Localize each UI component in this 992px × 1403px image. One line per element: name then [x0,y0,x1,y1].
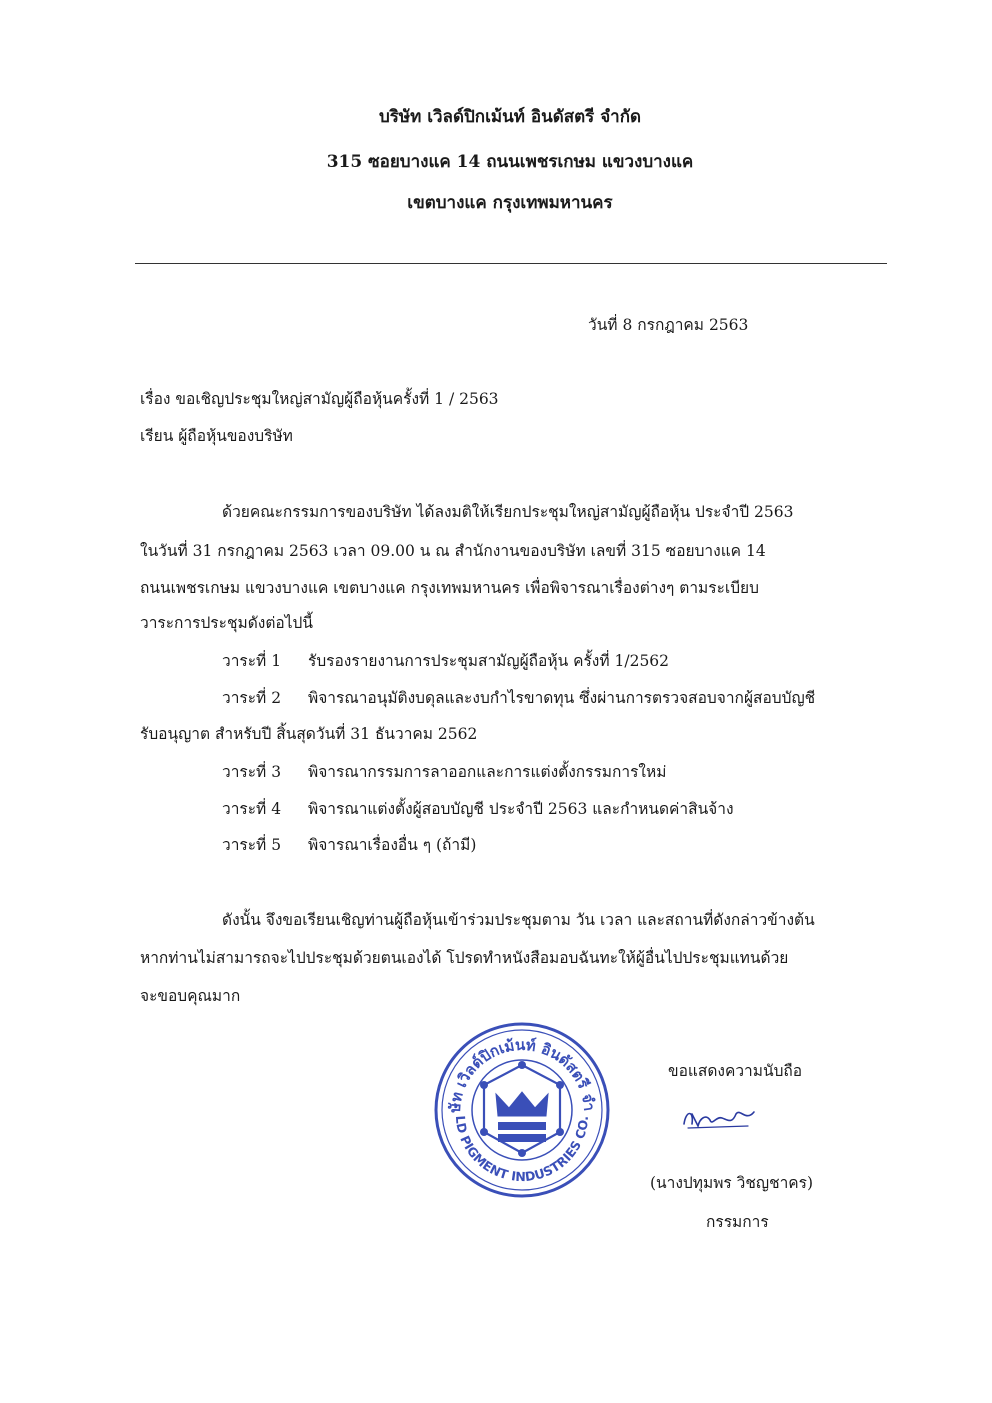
seal-logo [480,1061,564,1157]
company-name: บริษัท เวิลด์ปิกเม้นท์ อินดัสตรี จำกัด [378,107,642,127]
letter-recipient: เรียน ผู้ถือหุ้นของบริษัท [140,427,293,445]
intro-line-2: ในวันที่ 31 กรกฎาคม 2563 เวลา 09.00 น ณ สำนักงานของบริษัท เลขที่ 315 ซอยบางแค 14 [140,542,766,560]
signatory-name: (นางปทุมพร วิชญชาคร) [650,1174,814,1192]
handwritten-signature [676,1096,766,1136]
company-address-line1: 315 ซอยบางแค 14 ถนนเพชรเกษม แขวงบางแค [326,152,694,172]
agenda-5-number: วาระที่ 5 [222,836,282,854]
agenda-2-text: พิจารณาอนุมัติงบดุลและงบกำไรขาดทุน ซึ่งผ่านการตรวจสอบจากผู้สอบบัญชี [308,689,816,707]
agenda-1-number: วาระที่ 1 [222,652,282,670]
closing-line-1: ดังนั้น จึงขอเรียนเชิญท่านผู้ถือหุ้นเข้าร่วมประชุมตาม วัน เวลา และสถานที่ดังกล่าวข้างต้น [222,911,815,929]
company-seal [432,1020,612,1200]
agenda-4-text: พิจารณาแต่งตั้งผู้สอบบัญชี ประจำปี 2563 และกำหนดค่าสินจ้าง [308,800,734,818]
agenda-4-number: วาระที่ 4 [222,800,282,818]
handwritten-signature-graphic [676,1096,766,1136]
seal-thai-text: ษัท เวิลด์ปิกเม้นท์ อินดัสตรี จำ [445,1035,599,1114]
company-address-line2: เขตบางแค กรุงเทพมหานคร [407,193,613,213]
closing-line-2: หากท่านไม่สามารถจะไปประชุมด้วยตนเองได้ โปรดทำหนังสือมอบฉันทะให้ผู้อื่นไปประชุมแทนด้วย [140,949,789,967]
intro-line-1: ด้วยคณะกรรมการของบริษัท ได้ลงมติให้เรียกประชุมใหญ่สามัญผู้ถือหุ้น ประจำปี 2563 [222,503,794,521]
seal-english-text: LD PIGMENT INDUSTRIES CO. [452,1114,592,1185]
signature-salutation: ขอแสดงความนับถือ [668,1062,803,1080]
agenda-5-text: พิจารณาเรื่องอื่น ๆ (ถ้ามี) [308,836,477,854]
closing-line-3: จะขอบคุณมาก [140,987,241,1005]
letter-date: วันที่ 8 กรกฎาคม 2563 [588,316,749,334]
header-divider [135,263,887,264]
agenda-3-text: พิจารณากรรมการลาออกและการแต่งตั้งกรรมการใหม่ [308,763,667,781]
intro-line-4: วาระการประชุมดังต่อไปนี้ [140,614,313,632]
intro-line-3: ถนนเพชรเกษม แขวงบางแค เขตบางแค กรุงเทพมหานคร เพื่อพิจารณาเรื่องต่างๆ ตามระเบียบ [140,579,759,597]
agenda-1-text: รับรองรายงานการประชุมสามัญผู้ถือหุ้น ครั้งที่ 1/2562 [308,652,670,670]
company-seal-graphic [432,1020,612,1200]
agenda-2-number: วาระที่ 2 [222,689,282,707]
agenda-2-continuation: รับอนุญาต สำหรับปี สิ้นสุดวันที่ 31 ธันวาคม 2562 [140,725,478,743]
signatory-title: กรรมการ [706,1213,769,1231]
letter-subject: เรื่อง ขอเชิญประชุมใหญ่สามัญผู้ถือหุ้นครั้งที่ 1 / 2563 [140,390,499,408]
agenda-3-number: วาระที่ 3 [222,763,282,781]
